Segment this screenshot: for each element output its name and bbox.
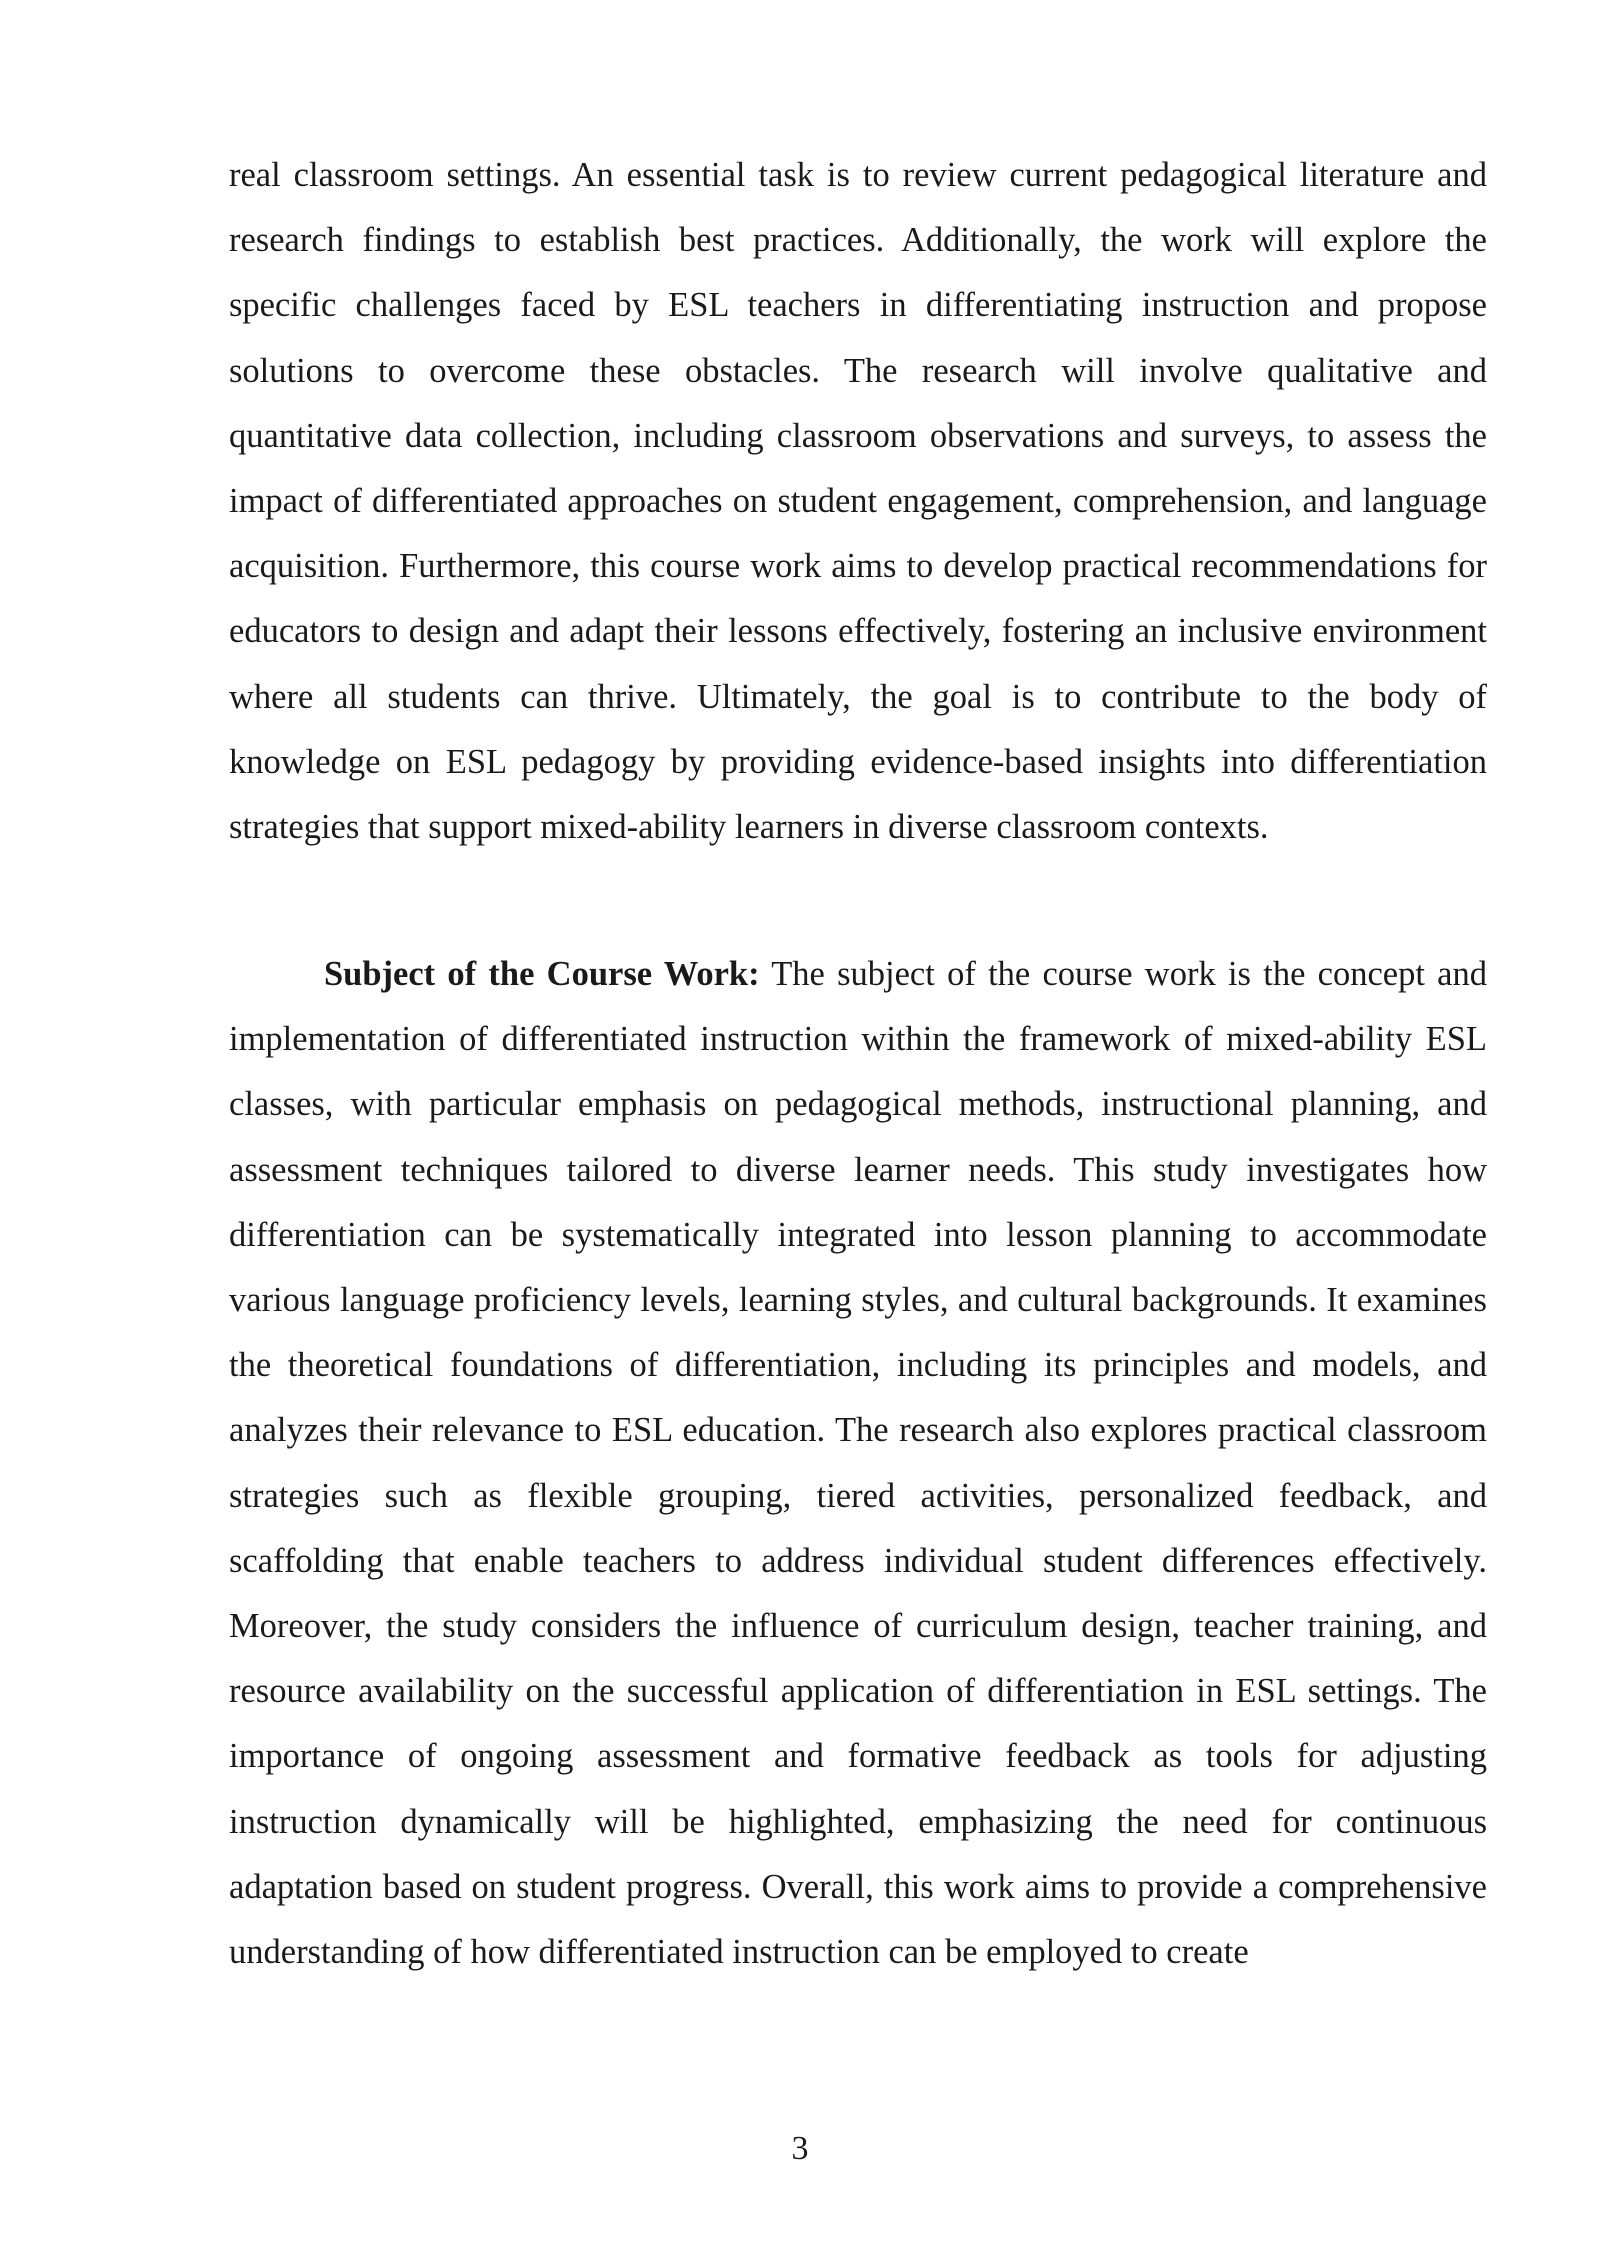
paragraph-text: The subject of the course work is the concept and implementation of differentiated instruction within the framework of mixed-ability ESL classes, with particular emphasis on pedagogical methods, instructional planning, and assessment techniques tailored to diverse learner needs. This study investigates how differentiation can be systematically integrated into lesson planning to accommodate various language proficiency levels, learning styles, and cultural backgrounds. It examines the theoretical foundations of differentiation, including its principles and models, and analyzes their relevance to ESL education. The research also explores practical classroom strategies such as flexible grouping, tiered activities, personalized feedback, and scaffolding that enable teachers to address individual student differences effectively. Moreover, the study considers the influence of curriculum design, teacher training, and resource availability on the successful application of differentiation in ESL settings. The importance of ongoing assessment and formative feedback as tools for adjusting instruction dynamically will be highlighted, emphasizing the need for continuous adaptation based on student progress. Overall, this work aims to provide a comprehensive understanding of how differentiated instruction can be employed to create <box>229 955 1487 1972</box>
paragraph-text: real classroom settings. An essential task is to review current pedagogical literature and research findings to establish best practices. Additionally, the work will explore the specific challenges faced by ESL teachers in differentiating instruction and propose solutions to overcome these obstacles. The research will involve qualitative and quantitative data collection, including classroom observations and surveys, to assess the impact of differentiated approaches on student engagement, comprehension, and language acquisition. Furthermore, this course work aims to develop practical recommendations for educators to design and adapt their lessons effectively, fostering an inclusive environment where all students can thrive. Ultimately, the goal is to contribute to the body of knowledge on ESL pedagogy by providing evidence-based insights into differentiation strategies that support mixed-ability learners in diverse classroom contexts. <box>229 156 1487 847</box>
subject-paragraph <box>229 942 1487 1985</box>
section-lead-heading: Subject of the Course Work: <box>324 955 760 993</box>
page-number: 3 <box>791 2130 809 2167</box>
body-paragraph <box>229 143 1487 860</box>
